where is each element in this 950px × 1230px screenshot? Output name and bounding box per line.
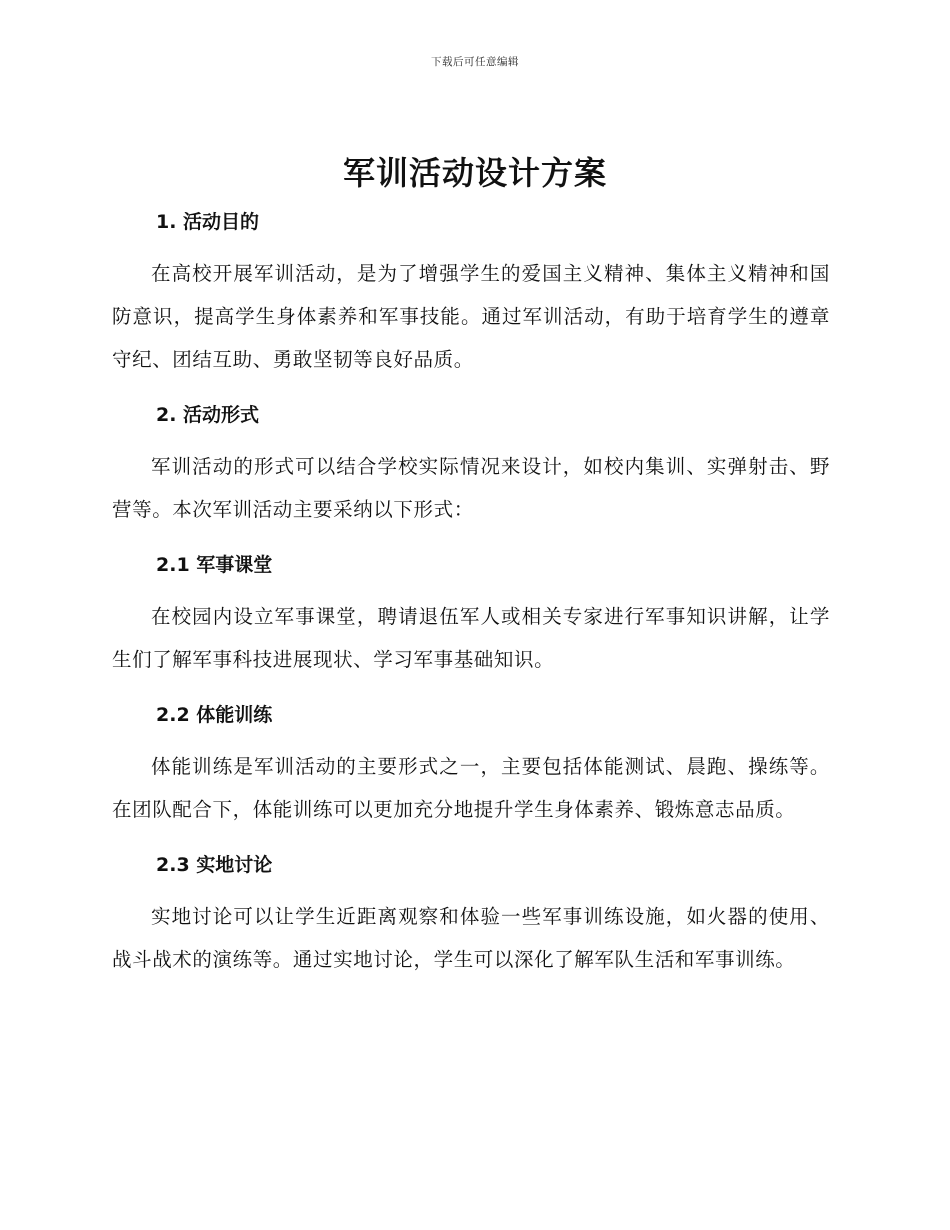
section-body-format: 军训活动的形式可以结合学校实际情况来设计，如校内集训、实弹射击、野营等。本次军训活动主要采纳以下形式： <box>112 455 830 521</box>
section-body-purpose: 在高校开展军训活动，是为了增强学生的爱国主义精神、集体主义精神和国防意识，提高学生身体素养和军事技能。通过军训活动，有助于培育学生的遵章守纪、团结互助、勇敢坚韧等良好品质。 <box>112 262 830 371</box>
section-heading-military-class: 2.1 军事课堂 <box>156 554 273 576</box>
section-body-military-class: 在校园内设立军事课堂，聘请退伍军人或相关专家进行军事知识讲解，让学生们了解军事科技进展现状、学习军事基础知识。 <box>112 605 830 671</box>
section-body-physical-training: 体能训练是军训活动的主要形式之一，主要包括体能测试、晨跑、操练等。在团队配合下，体能训练可以更加充分地提升学生身体素养、锻炼意志品质。 <box>112 755 830 821</box>
document-body <box>112 198 830 999</box>
section-heading-field-discussion: 2.3 实地讨论 <box>156 854 273 876</box>
header-note: 下载后可任意编辑 <box>431 56 519 68</box>
document-title: 军训活动设计方案 <box>342 154 607 192</box>
section-heading-format: 2. 活动形式 <box>156 404 260 426</box>
section-heading-purpose: 1. 活动目的 <box>156 211 260 233</box>
section-heading-physical-training: 2.2 体能训练 <box>156 704 273 726</box>
section-body-field-discussion: 实地讨论可以让学生近距离观察和体验一些军事训练设施，如火器的使用、战斗战术的演练等。通过实地讨论，学生可以深化了解军队生活和军事训练。 <box>112 905 830 971</box>
